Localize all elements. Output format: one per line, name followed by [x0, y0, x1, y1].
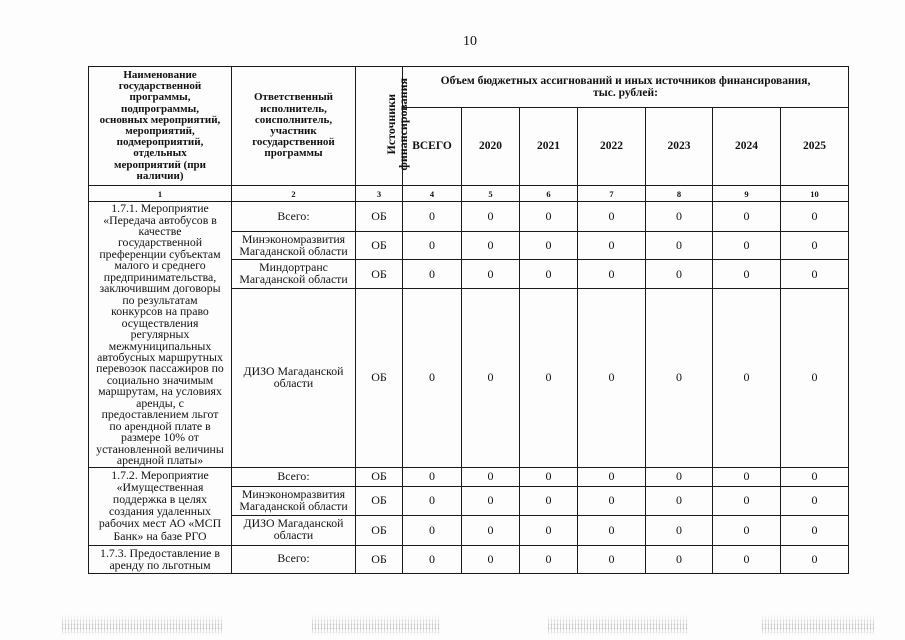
responsible-cell: Всего: — [232, 202, 356, 232]
value-cell-2025: 0 — [781, 545, 849, 573]
value-cell-2023: 0 — [646, 545, 713, 573]
total-value-cell: 0 — [403, 260, 462, 289]
measure-name-cell: 1.7.1. Мероприятие «Передача автобусов в качестве государственной преференции субъектам малого и среднего предпринимательства, заключившим договоры по результатам конкурсов на право осуществления регулярных межмуниципальных автобусных маршрутных перевозок пассажиров по социально значимым маршрутам, на условиях аренды, с предоставлением льгот по арендной плате в размере 10% от установленной величины арендной платы» — [89, 202, 232, 467]
page-number: 10 — [463, 34, 477, 49]
funding-source-cell: ОБ — [356, 486, 403, 515]
value-cell-2021: 0 — [520, 260, 578, 289]
value-cell-2025: 0 — [781, 202, 849, 232]
value-cell-2021: 0 — [520, 232, 578, 260]
header-row-top — [89, 67, 849, 108]
responsible-cell: ДИЗО Магаданской области — [232, 515, 356, 545]
value-cell-2023: 0 — [646, 289, 713, 467]
column-number: 9 — [713, 186, 781, 202]
scan-noise — [312, 614, 440, 636]
responsible-cell: Миндортранс Магаданской области — [232, 260, 356, 289]
value-cell-2024: 0 — [713, 486, 781, 515]
table-row — [89, 202, 849, 232]
value-cell-2020: 0 — [462, 467, 520, 486]
header-responsible: Ответственный исполнитель, соисполнитель, участник государственной программы — [232, 67, 356, 186]
column-number: 3 — [356, 186, 403, 202]
header-year-2025: 2025 — [781, 108, 849, 186]
scan-noise — [548, 614, 688, 636]
value-cell-2025: 0 — [781, 260, 849, 289]
value-cell-2025: 0 — [781, 232, 849, 260]
column-number: 6 — [520, 186, 578, 202]
value-cell-2022: 0 — [578, 467, 646, 486]
header-year-2023: 2023 — [646, 108, 713, 186]
table-body — [89, 202, 849, 573]
value-cell-2022: 0 — [578, 260, 646, 289]
value-cell-2020: 0 — [462, 515, 520, 545]
value-cell-2020: 0 — [462, 289, 520, 467]
header-year-2020: 2020 — [462, 108, 520, 186]
value-cell-2024: 0 — [713, 289, 781, 467]
value-cell-2020: 0 — [462, 486, 520, 515]
total-value-cell: 0 — [403, 232, 462, 260]
value-cell-2020: 0 — [462, 545, 520, 573]
scan-noise — [62, 614, 222, 636]
value-cell-2021: 0 — [520, 202, 578, 232]
column-number: 1 — [89, 186, 232, 202]
value-cell-2020: 0 — [462, 260, 520, 289]
value-cell-2021: 0 — [520, 515, 578, 545]
column-number: 10 — [781, 186, 849, 202]
measure-name-cell: 1.7.2. Мероприятие «Имущественная поддержка в целях создания удаленных рабочих мест АО «МСП Банк» на базе РГО — [89, 467, 232, 545]
value-cell-2025: 0 — [781, 515, 849, 545]
value-cell-2024: 0 — [713, 467, 781, 486]
table-row — [89, 545, 849, 573]
total-value-cell: 0 — [403, 545, 462, 573]
financing-table — [88, 66, 849, 574]
value-cell-2023: 0 — [646, 467, 713, 486]
value-cell-2025: 0 — [781, 289, 849, 467]
header-source-label: Источники финансирования — [383, 78, 410, 171]
funding-source-cell: ОБ — [356, 467, 403, 486]
header-year-2021: 2021 — [520, 108, 578, 186]
responsible-cell: Минэкономразвития Магаданской области — [232, 232, 356, 260]
total-value-cell: 0 — [403, 515, 462, 545]
total-value-cell: 0 — [403, 486, 462, 515]
header-year-2022: 2022 — [578, 108, 646, 186]
value-cell-2021: 0 — [520, 289, 578, 467]
table-row — [89, 467, 849, 486]
header-year-2024: 2024 — [713, 108, 781, 186]
header-funding: Объем бюджетных ассигнований и иных источников финансирования, тыс. рублей: — [403, 67, 849, 108]
column-number: 8 — [646, 186, 713, 202]
responsible-cell: ДИЗО Магаданской области — [232, 289, 356, 467]
column-number: 5 — [462, 186, 520, 202]
responsible-cell: Всего: — [232, 545, 356, 573]
responsible-cell: Всего: — [232, 467, 356, 486]
value-cell-2024: 0 — [713, 515, 781, 545]
total-value-cell: 0 — [403, 467, 462, 486]
value-cell-2022: 0 — [578, 202, 646, 232]
value-cell-2023: 0 — [646, 202, 713, 232]
value-cell-2025: 0 — [781, 467, 849, 486]
value-cell-2023: 0 — [646, 515, 713, 545]
header-total: ВСЕГО — [403, 108, 462, 186]
value-cell-2024: 0 — [713, 232, 781, 260]
funding-source-cell: ОБ — [356, 515, 403, 545]
value-cell-2024: 0 — [713, 545, 781, 573]
value-cell-2024: 0 — [713, 260, 781, 289]
value-cell-2022: 0 — [578, 232, 646, 260]
value-cell-2021: 0 — [520, 467, 578, 486]
header-source — [356, 67, 410, 186]
column-number: 2 — [232, 186, 356, 202]
column-number: 4 — [403, 186, 462, 202]
responsible-cell: Минэкономразвития Магаданской области — [232, 486, 356, 515]
value-cell-2023: 0 — [646, 260, 713, 289]
value-cell-2024: 0 — [713, 202, 781, 232]
value-cell-2021: 0 — [520, 486, 578, 515]
measure-name-cell: 1.7.3. Предоставление в аренду по льготным — [89, 545, 232, 573]
funding-source-cell: ОБ — [356, 289, 403, 467]
value-cell-2025: 0 — [781, 486, 849, 515]
value-cell-2023: 0 — [646, 232, 713, 260]
scan-noise — [762, 614, 874, 636]
column-number: 7 — [578, 186, 646, 202]
value-cell-2021: 0 — [520, 545, 578, 573]
value-cell-2020: 0 — [462, 232, 520, 260]
value-cell-2022: 0 — [578, 289, 646, 467]
value-cell-2020: 0 — [462, 202, 520, 232]
funding-source-cell: ОБ — [356, 260, 403, 289]
value-cell-2022: 0 — [578, 545, 646, 573]
column-number-row — [89, 186, 849, 202]
value-cell-2023: 0 — [646, 486, 713, 515]
funding-source-cell: ОБ — [356, 232, 403, 260]
total-value-cell: 0 — [403, 289, 462, 467]
total-value-cell: 0 — [403, 202, 462, 232]
value-cell-2022: 0 — [578, 515, 646, 545]
funding-source-cell: ОБ — [356, 545, 403, 573]
value-cell-2022: 0 — [578, 486, 646, 515]
funding-source-cell: ОБ — [356, 202, 403, 232]
header-name: Наименование государственной программы, подпрограммы, основных мероприятий, мероприятий, подмероприятий, отдельных мероприятий (при наличии) — [89, 67, 232, 186]
